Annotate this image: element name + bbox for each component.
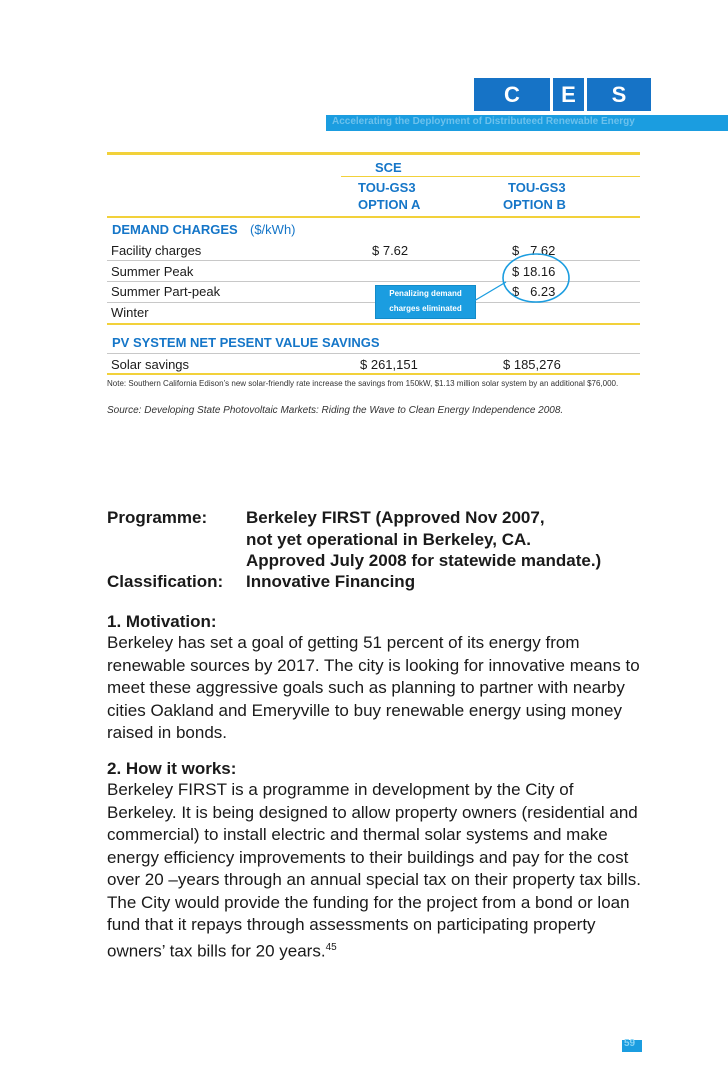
- solar-savings-b: $ 185,276: [503, 357, 561, 372]
- table-note: Note: Southern California Edison’s new solar-friendly rate increase the savings from 150kW, $1.13 million solar system by an additional $76,000.: [107, 379, 619, 388]
- demand-charges-unit: ($/kWh): [250, 222, 296, 237]
- header-bottom-rule: [107, 216, 640, 218]
- callout-line-2: charges eliminated: [389, 304, 462, 313]
- table-source: Source: Developing State Photovoltaic Markets: Riding the Wave to Clean Energy Independence 2008.: [107, 405, 564, 416]
- table-top-rule: [107, 152, 640, 155]
- row-summer-peak-label: Summer Peak: [111, 264, 194, 279]
- motivation-body: Berkeley has set a goal of getting 51 percent of its energy from renewable sources by 2017. The city is looking for innovative means to meet these aggressive goals such as planning to partner with nearby cities Oakland and Emeryville to buy renewable energy using money raised in bonds.: [107, 633, 640, 742]
- ces-logo-e: [553, 78, 584, 111]
- sce-header-rule: [341, 176, 640, 177]
- row-divider: [107, 281, 640, 282]
- programme-label: Programme:: [107, 508, 208, 527]
- col-a-header-2: OPTION A: [358, 197, 421, 212]
- row-divider: [107, 260, 640, 261]
- callout-box: [375, 285, 476, 319]
- page-number: 59: [624, 1038, 636, 1049]
- ces-letter-s: S: [611, 81, 627, 107]
- row-facility-label: Facility charges: [111, 243, 202, 258]
- callout-line-1: Penalizing demand: [389, 289, 462, 298]
- demand-charges-title: DEMAND CHARGES: [112, 222, 238, 237]
- solar-savings-a: $ 261,151: [360, 357, 418, 372]
- programme-line-2: not yet operational in Berkeley, CA.: [246, 530, 531, 549]
- how-it-works-body: [107, 779, 647, 963]
- ces-letter-e: E: [561, 81, 576, 107]
- row-facility-b: $ 7.62: [512, 243, 556, 258]
- how-it-works-text: Berkeley FIRST is a programme in development by the City of Berkeley. It is being designed to allow property owners (residential and commercial) to install electric and thermal solar systems and make energy efficiency improvements to their buildings and pay for the cost over 20 –years through an annual special tax on their property tax bills. The City would provide the funding for the project from a bond or loan fund that it repays through assessments on participating property owners’ tax bills for 20 years.: [107, 780, 641, 961]
- callout-connector-line: [474, 282, 506, 301]
- motivation-heading: 1. Motivation:: [107, 612, 217, 631]
- col-b-header-2: OPTION B: [503, 197, 566, 212]
- row-part-peak-b: $ 6.23: [512, 284, 556, 299]
- classification-value: Innovative Financing: [246, 572, 416, 591]
- programme-line-3: Approved July 2008 for statewide mandate.): [246, 551, 602, 570]
- row-divider: [107, 353, 640, 354]
- table-bottom-rule: [107, 373, 640, 375]
- how-it-works-heading: 2. How it works:: [107, 759, 237, 778]
- ces-letter-c: C: [504, 81, 520, 107]
- classification-label: Classification:: [107, 572, 224, 591]
- footnote-ref: 45: [325, 941, 337, 953]
- row-winter-label: Winter: [111, 305, 149, 320]
- col-b-header-1: TOU-GS3: [508, 180, 566, 195]
- solar-savings-label: Solar savings: [111, 357, 190, 372]
- ces-logo-s: [587, 78, 651, 111]
- pv-savings-title: PV SYSTEM NET PESENT VALUE SAVINGS: [112, 335, 380, 350]
- row-facility-a: $ 7.62: [372, 243, 409, 258]
- programme-line-1: Berkeley FIRST (Approved Nov 2007,: [246, 508, 545, 527]
- row-summer-peak-b: $ 18.16: [512, 264, 556, 279]
- tagline: Accelerating the Deployment of Distributeed Renewable Energy: [332, 116, 635, 127]
- ces-logo-c: [474, 78, 550, 111]
- col-a-header-1: TOU-GS3: [358, 180, 416, 195]
- sce-group-header: SCE: [375, 160, 402, 175]
- row-part-peak-label: Summer Part-peak: [111, 284, 221, 299]
- row-divider: [107, 302, 640, 303]
- pv-section-top-rule: [107, 323, 640, 325]
